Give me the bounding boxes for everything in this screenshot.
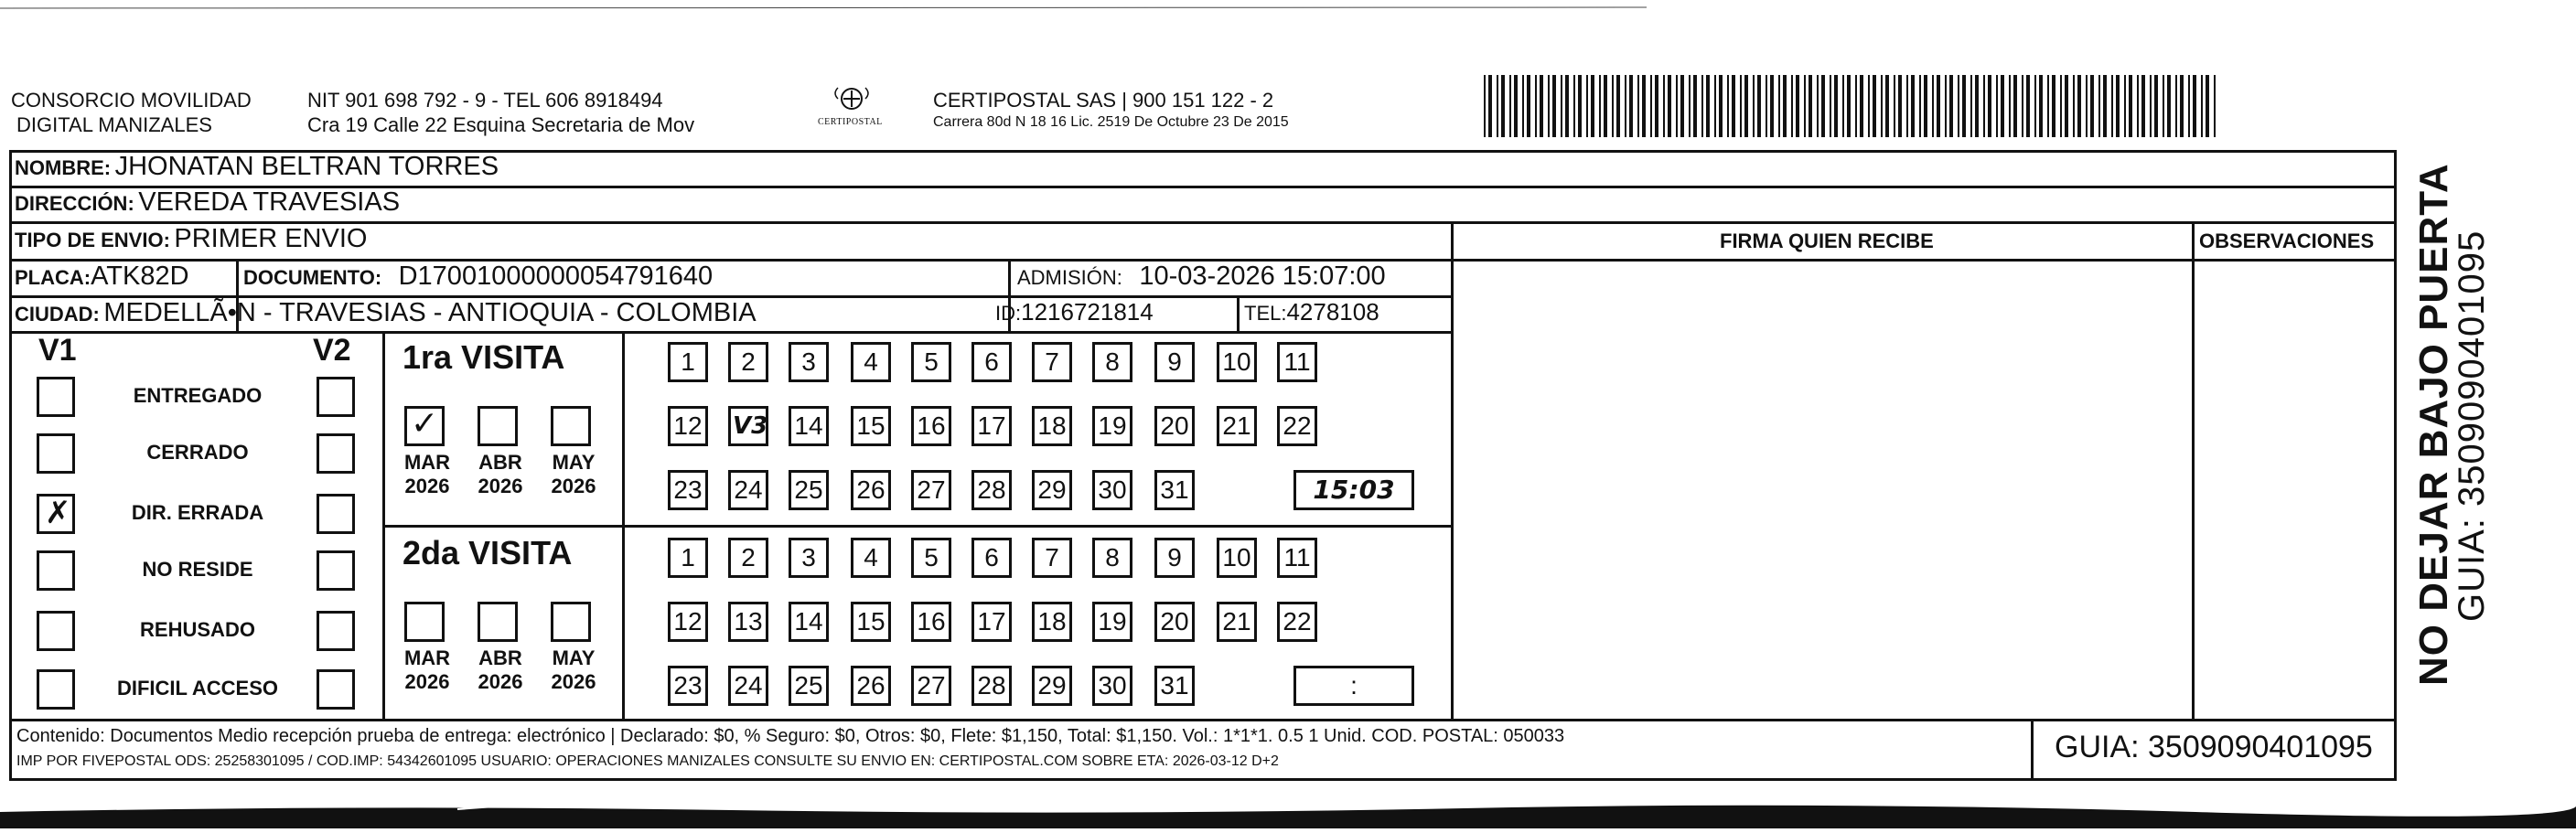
barcode-bar bbox=[2214, 75, 2216, 137]
barcode-bar bbox=[2193, 75, 2196, 137]
v2-checkbox[interactable] bbox=[317, 433, 355, 474]
barcode-bar bbox=[2180, 75, 2184, 137]
barcode-icon bbox=[1484, 75, 2217, 137]
divider bbox=[9, 331, 1453, 334]
day-box[interactable]: 24 bbox=[728, 666, 768, 706]
year-label: 2026 bbox=[404, 670, 450, 693]
barcode-bar bbox=[1668, 75, 1671, 137]
tipo-envio-row bbox=[15, 224, 367, 254]
day-box[interactable]: 7 bbox=[1032, 538, 1072, 578]
admision-label: ADMISIÓN: bbox=[1017, 266, 1122, 289]
v1-label: V1 bbox=[38, 333, 77, 368]
v2-label: V2 bbox=[313, 333, 351, 368]
day-box[interactable]: 28 bbox=[971, 666, 1012, 706]
barcode-bar bbox=[1714, 75, 1716, 137]
day-box[interactable]: 17 bbox=[971, 406, 1012, 446]
barcode-bar bbox=[2163, 75, 2164, 137]
divider bbox=[9, 719, 2397, 721]
year-label: 2026 bbox=[551, 475, 596, 497]
admision-value: 10-03-2026 15:07:00 bbox=[1139, 262, 1386, 291]
barcode-bar bbox=[2086, 75, 2088, 137]
year-label: 2026 bbox=[478, 670, 523, 693]
ciudad-label: CIUDAD: bbox=[15, 303, 100, 326]
barcode-bar bbox=[2026, 75, 2030, 137]
barcode-bar bbox=[1860, 75, 1863, 137]
barcode-bar bbox=[1757, 75, 1761, 137]
v1-checkbox[interactable] bbox=[37, 494, 75, 534]
day-box[interactable]: 14 bbox=[789, 406, 829, 446]
barcode-bar bbox=[1842, 75, 1844, 137]
barcode-bar bbox=[1540, 75, 1543, 137]
tel-row bbox=[1244, 298, 1379, 326]
day-box[interactable]: 29 bbox=[1032, 470, 1072, 510]
firma-label: FIRMA QUIEN RECIBE bbox=[1720, 230, 1934, 252]
courier-line-2: Carrera 80d N 18 16 Lic. 2519 De Octubre 23 De 2015 bbox=[933, 114, 1289, 130]
day-box[interactable]: 21 bbox=[1217, 602, 1257, 642]
footer-guia: GUIA: 3509090401095 bbox=[2055, 730, 2373, 764]
nombre-label: NOMBRE: bbox=[15, 156, 112, 179]
x-mark-icon: ✗ bbox=[45, 495, 71, 531]
day-box[interactable]: 18 bbox=[1032, 406, 1072, 446]
barcode-bar bbox=[1727, 75, 1729, 137]
barcode-bar bbox=[2047, 75, 2049, 137]
day-box[interactable]: 31 bbox=[1154, 666, 1195, 706]
barcode-bar bbox=[1604, 75, 1607, 137]
company-name bbox=[11, 88, 252, 137]
barcode-bar bbox=[2116, 75, 2120, 137]
v2-checkbox[interactable] bbox=[317, 611, 355, 651]
barcode-bar bbox=[1881, 75, 1883, 137]
barcode-bar bbox=[1970, 75, 1972, 137]
barcode-bar bbox=[1817, 75, 1819, 137]
barcode-bar bbox=[1655, 75, 1658, 137]
barcode-bar bbox=[1791, 75, 1793, 137]
barcode-bar bbox=[1612, 75, 1614, 137]
v2-checkbox[interactable] bbox=[317, 377, 355, 417]
direccion-row bbox=[15, 187, 400, 218]
direccion-label: DIRECCIÓN: bbox=[15, 192, 134, 215]
day-box[interactable]: 5 bbox=[911, 342, 951, 382]
divider bbox=[9, 221, 2397, 224]
top-edge-icon bbox=[0, 6, 2576, 12]
placa-row bbox=[15, 262, 189, 292]
barcode-bar bbox=[1778, 75, 1780, 137]
barcode-bar bbox=[1988, 75, 1991, 137]
barcode-bar bbox=[1873, 75, 1876, 137]
day-box[interactable] bbox=[728, 406, 768, 446]
barcode-bar bbox=[2206, 75, 2209, 137]
divider bbox=[1453, 259, 2397, 262]
day-box[interactable]: 3 bbox=[789, 342, 829, 382]
day-box[interactable]: 20 bbox=[1154, 602, 1195, 642]
day-box[interactable]: 17 bbox=[971, 602, 1012, 642]
month-checkbox[interactable] bbox=[551, 602, 591, 642]
barcode-bar bbox=[1680, 75, 1684, 137]
status-label: DIFICIL ACCESO bbox=[116, 677, 278, 700]
barcode-bar bbox=[1744, 75, 1748, 137]
barcode-bar bbox=[2013, 75, 2017, 137]
day-box[interactable]: 6 bbox=[971, 538, 1012, 578]
day-box[interactable]: 27 bbox=[911, 666, 951, 706]
barcode-bar bbox=[2060, 75, 2062, 137]
barcode-bar bbox=[2073, 75, 2075, 137]
barcode-bar bbox=[1855, 75, 1857, 137]
status-label: NO RESIDE bbox=[142, 558, 253, 581]
documento-row bbox=[243, 262, 713, 292]
day-box[interactable]: 16 bbox=[911, 602, 951, 642]
barcode-bar bbox=[2201, 75, 2203, 137]
barcode-bar bbox=[1924, 75, 1927, 137]
day-box[interactable]: 2 bbox=[728, 342, 768, 382]
id-row bbox=[995, 298, 1154, 326]
barcode-bar bbox=[2001, 75, 2004, 137]
day-box[interactable]: 15 bbox=[851, 602, 891, 642]
company-info bbox=[307, 88, 694, 137]
barcode-bar bbox=[1629, 75, 1633, 137]
barcode-bar bbox=[2154, 75, 2158, 137]
id-value: 1216721814 bbox=[1021, 298, 1154, 326]
barcode-bar bbox=[1693, 75, 1697, 137]
barcode-bar bbox=[1509, 75, 1511, 137]
day-box[interactable]: 3 bbox=[789, 538, 829, 578]
barcode-bar bbox=[1706, 75, 1710, 137]
day-box[interactable]: 9 bbox=[1154, 538, 1195, 578]
nombre-row bbox=[15, 152, 499, 182]
day-box[interactable]: 25 bbox=[789, 470, 829, 510]
barcode-bar bbox=[1548, 75, 1550, 137]
day-box[interactable]: 28 bbox=[971, 470, 1012, 510]
barcode-bar bbox=[1945, 75, 1947, 137]
barcode-bar bbox=[1561, 75, 1562, 137]
barcode-bar bbox=[1975, 75, 1979, 137]
day-box[interactable]: 26 bbox=[851, 470, 891, 510]
barcode-bar bbox=[1770, 75, 1774, 137]
v1-checkbox[interactable] bbox=[37, 377, 75, 417]
barcode-bar bbox=[2065, 75, 2068, 137]
nit-line: NIT 901 698 792 - 9 - TEL 606 8918494 bbox=[307, 89, 663, 112]
placa-value: ATK82D bbox=[91, 262, 189, 291]
day-box[interactable]: 7 bbox=[1032, 342, 1072, 382]
day-box[interactable]: 22 bbox=[1277, 406, 1317, 446]
barcode-bar bbox=[2129, 75, 2132, 137]
month-label: MAR bbox=[403, 646, 451, 669]
scan-top-edge bbox=[0, 0, 2576, 5]
visit-title: 1ra VISITA bbox=[402, 338, 565, 376]
day-box[interactable]: 15 bbox=[851, 406, 891, 446]
barcode-bar bbox=[1809, 75, 1812, 137]
side-guia-text: GUIA: 3509090401095 bbox=[2452, 230, 2492, 622]
barcode-bar bbox=[1949, 75, 1953, 137]
signature-area[interactable] bbox=[1456, 265, 2188, 715]
barcode-bar bbox=[2150, 75, 2152, 137]
placa-label: PLACA: bbox=[15, 266, 91, 289]
barcode-bar bbox=[2098, 75, 2100, 137]
month-label: ABR bbox=[478, 451, 522, 474]
barcode-bar bbox=[1783, 75, 1787, 137]
day-box[interactable]: 21 bbox=[1217, 406, 1257, 446]
day-box[interactable]: 31 bbox=[1154, 470, 1195, 510]
barcode-bar bbox=[1732, 75, 1735, 137]
barcode-bar bbox=[1642, 75, 1646, 137]
divider bbox=[2192, 221, 2195, 719]
month-label: MAY bbox=[552, 646, 596, 669]
barcode-bar bbox=[1578, 75, 1582, 137]
barcode-bar bbox=[1591, 75, 1594, 137]
barcode-bar bbox=[1830, 75, 1831, 137]
company-line-1: CONSORCIO MOVILIDAD bbox=[11, 89, 252, 112]
imp-line: IMP POR FIVEPOSTAL ODS: 25258301095 / COD.IMP: 54342601095 USUARIO: OPERACIONES MANIZALES CONSULTE SU ENVIO EN: CERTIPOSTAL.COM SOBRE ETA: 2026-03-12 D+2 bbox=[16, 753, 1279, 769]
barcode-bar bbox=[1834, 75, 1838, 137]
v1-checkbox[interactable] bbox=[37, 669, 75, 710]
barcode-bar bbox=[1535, 75, 1537, 137]
barcode-bar bbox=[1983, 75, 1985, 137]
time-box[interactable]: 15:03 bbox=[1293, 470, 1414, 510]
day-box[interactable]: 10 bbox=[1217, 342, 1257, 382]
day-box[interactable]: 22 bbox=[1277, 602, 1317, 642]
barcode-bar bbox=[1962, 75, 1966, 137]
barcode-bar bbox=[1552, 75, 1556, 137]
divider bbox=[236, 259, 239, 295]
day-box[interactable]: 14 bbox=[789, 602, 829, 642]
barcode-bar bbox=[1586, 75, 1588, 137]
barcode-bar bbox=[1625, 75, 1626, 137]
visit-title: 2da VISITA bbox=[402, 534, 573, 571]
day-box[interactable]: 30 bbox=[1092, 470, 1132, 510]
day-box[interactable]: 1 bbox=[668, 538, 708, 578]
day-box[interactable]: 1 bbox=[668, 342, 708, 382]
barcode-bar bbox=[1766, 75, 1767, 137]
barcode-bar bbox=[1637, 75, 1639, 137]
barcode-bar bbox=[1919, 75, 1921, 137]
v2-checkbox[interactable] bbox=[317, 669, 355, 710]
nombre-value: JHONATAN BELTRAN TORRES bbox=[114, 152, 499, 181]
barcode-bar bbox=[1501, 75, 1505, 137]
year-label: 2026 bbox=[404, 475, 450, 497]
month-checkbox[interactable] bbox=[478, 406, 518, 446]
barcode-bar bbox=[2111, 75, 2113, 137]
v1-checkbox[interactable] bbox=[37, 433, 75, 474]
documento-value: D17001000000054791640 bbox=[398, 262, 714, 291]
company-line-2: DIGITAL MANIZALES bbox=[16, 113, 212, 136]
day-box[interactable]: 19 bbox=[1092, 602, 1132, 642]
certipostal-logo bbox=[810, 82, 893, 137]
v2-checkbox[interactable] bbox=[317, 494, 355, 534]
v2-checkbox[interactable] bbox=[317, 550, 355, 591]
barcode-bar bbox=[1599, 75, 1601, 137]
ciudad-value: MEDELLÃ•N - TRAVESIAS - ANTIOQUIA - COLOMBIA bbox=[103, 298, 757, 327]
day-box[interactable]: 8 bbox=[1092, 538, 1132, 578]
ciudad-row bbox=[15, 298, 757, 328]
divider bbox=[2031, 719, 2034, 781]
divider bbox=[1237, 295, 1240, 331]
scan-edge bbox=[0, 801, 2576, 828]
no-dejar-text: NO DEJAR BAJO PUERTA bbox=[2411, 163, 2456, 686]
day-box[interactable]: 6 bbox=[971, 342, 1012, 382]
barcode bbox=[1484, 75, 2217, 137]
barcode-bar bbox=[2034, 75, 2036, 137]
month-label: MAR bbox=[403, 451, 451, 474]
day-box[interactable]: 4 bbox=[851, 342, 891, 382]
barcode-bar bbox=[1527, 75, 1530, 137]
barcode-bar bbox=[1616, 75, 1620, 137]
day-box[interactable]: 24 bbox=[728, 470, 768, 510]
tipo-envio-value: PRIMER ENVIO bbox=[174, 224, 368, 253]
day-box[interactable]: 23 bbox=[668, 666, 708, 706]
barcode-bar bbox=[1996, 75, 1998, 137]
barcode-bar bbox=[2137, 75, 2139, 137]
barcode-bar bbox=[1796, 75, 1799, 137]
day-box[interactable]: 18 bbox=[1032, 602, 1072, 642]
barcode-bar bbox=[1958, 75, 1959, 137]
barcode-bar bbox=[2039, 75, 2043, 137]
barcode-bar bbox=[1937, 75, 1940, 137]
barcode-bar bbox=[2009, 75, 2011, 137]
month-checkbox[interactable] bbox=[551, 406, 591, 446]
courier-line-1: CERTIPOSTAL SAS | 900 151 122 - 2 bbox=[933, 89, 1274, 112]
day-box[interactable]: 9 bbox=[1154, 342, 1195, 382]
barcode-bar bbox=[1650, 75, 1652, 137]
barcode-bar bbox=[1906, 75, 1908, 137]
tel-value: 4278108 bbox=[1286, 298, 1379, 326]
barcode-bar bbox=[1911, 75, 1915, 137]
address-line: Cra 19 Calle 22 Esquina Secretaria de Mov bbox=[307, 113, 695, 136]
barcode-bar bbox=[1932, 75, 1934, 137]
check-mark-icon: ✓ bbox=[411, 405, 439, 443]
admision-row bbox=[1017, 262, 1386, 292]
barcode-bar bbox=[1885, 75, 1889, 137]
barcode-bar bbox=[1894, 75, 1895, 137]
day-box[interactable]: 25 bbox=[789, 666, 829, 706]
time-box[interactable]: : bbox=[1293, 666, 1414, 706]
barcode-bar bbox=[2077, 75, 2081, 137]
barcode-bar bbox=[1488, 75, 1492, 137]
barcode-bar bbox=[1573, 75, 1575, 137]
divider bbox=[1451, 221, 1454, 719]
barcode-bar bbox=[1898, 75, 1902, 137]
barcode-bar bbox=[1484, 75, 1486, 137]
status-label: REHUSADO bbox=[140, 618, 255, 641]
day-box[interactable]: 5 bbox=[911, 538, 951, 578]
day-box[interactable]: 16 bbox=[911, 406, 951, 446]
v1-checkbox[interactable] bbox=[37, 550, 75, 591]
barcode-bar bbox=[2175, 75, 2177, 137]
day-box[interactable]: 29 bbox=[1032, 666, 1072, 706]
day-box[interactable]: 8 bbox=[1092, 342, 1132, 382]
v1-checkbox[interactable] bbox=[37, 611, 75, 651]
month-checkbox[interactable] bbox=[478, 602, 518, 642]
tel-label: TEL: bbox=[1244, 302, 1287, 325]
month-checkbox[interactable] bbox=[404, 406, 445, 446]
day-box[interactable]: 12 bbox=[668, 406, 708, 446]
month-label: MAY bbox=[552, 451, 596, 474]
day-box[interactable]: 12 bbox=[668, 602, 708, 642]
status-label: CERRADO bbox=[146, 441, 249, 464]
barcode-bar bbox=[2022, 75, 2023, 137]
barcode-bar bbox=[1740, 75, 1742, 137]
day-box[interactable]: 23 bbox=[668, 470, 708, 510]
observaciones-label: OBSERVACIONES bbox=[2199, 230, 2375, 252]
barcode-bar bbox=[1847, 75, 1851, 137]
direccion-value: VEREDA TRAVESIAS bbox=[138, 187, 401, 217]
barcode-bar bbox=[1689, 75, 1690, 137]
barcode-bar bbox=[2188, 75, 2190, 137]
day-box[interactable]: 30 bbox=[1092, 666, 1132, 706]
contenido-line: Contenido: Documentos Medio recepción prueba de entrega: electrónico | Declarado: $0, % Seguro: $0, Otros: $0, Flete: $1,150, Total: $1,150. Vol.: 1*1*1. 0.5 1 Unid. COD. POSTAL: 050033 bbox=[16, 726, 1565, 746]
day-box[interactable]: 10 bbox=[1217, 538, 1257, 578]
barcode-bar bbox=[1753, 75, 1755, 137]
barcode-bar bbox=[2052, 75, 2055, 137]
day-box[interactable]: 27 bbox=[911, 470, 951, 510]
barcode-bar bbox=[1497, 75, 1498, 137]
day-box[interactable]: 19 bbox=[1092, 406, 1132, 446]
barcode-bar bbox=[2167, 75, 2171, 137]
barcode-bar bbox=[1663, 75, 1665, 137]
day-box[interactable]: 26 bbox=[851, 666, 891, 706]
tipo-envio-label: TIPO DE ENVIO: bbox=[15, 229, 170, 251]
day-box[interactable]: 20 bbox=[1154, 406, 1195, 446]
logo-caption: CERTIPOSTAL bbox=[818, 117, 883, 127]
barcode-bar bbox=[1565, 75, 1569, 137]
barcode-bar bbox=[2090, 75, 2094, 137]
year-label: 2026 bbox=[478, 475, 523, 497]
day-box[interactable]: 2 bbox=[728, 538, 768, 578]
divider bbox=[382, 525, 1453, 528]
status-label: DIR. ERRADA bbox=[131, 501, 264, 524]
year-label: 2026 bbox=[551, 670, 596, 693]
barcode-bar bbox=[1868, 75, 1870, 137]
handwritten-mark-icon: V3 bbox=[733, 412, 768, 440]
barcode-bar bbox=[1804, 75, 1806, 137]
courier-info bbox=[933, 88, 1289, 133]
month-label: ABR bbox=[478, 646, 522, 669]
id-label: ID: bbox=[995, 302, 1022, 325]
barcode-bar bbox=[2103, 75, 2107, 137]
barcode-bar bbox=[1514, 75, 1518, 137]
barcode-bar bbox=[1676, 75, 1678, 137]
month-checkbox[interactable] bbox=[404, 602, 445, 642]
logo-icon bbox=[810, 82, 893, 137]
barcode-bar bbox=[1522, 75, 1524, 137]
torn-edge-icon bbox=[0, 801, 2576, 828]
day-box[interactable]: 13 bbox=[728, 602, 768, 642]
documento-label: DOCUMENTO: bbox=[243, 266, 382, 289]
observations-area[interactable] bbox=[2197, 265, 2393, 715]
barcode-bar bbox=[2124, 75, 2126, 137]
barcode-bar bbox=[2141, 75, 2145, 137]
day-box[interactable]: 11 bbox=[1277, 538, 1317, 578]
barcode-bar bbox=[1701, 75, 1703, 137]
day-box[interactable]: 4 bbox=[851, 538, 891, 578]
barcode-bar bbox=[1719, 75, 1723, 137]
status-label: ENTREGADO bbox=[133, 384, 263, 407]
barcode-bar bbox=[1821, 75, 1825, 137]
day-box[interactable]: 11 bbox=[1277, 342, 1317, 382]
